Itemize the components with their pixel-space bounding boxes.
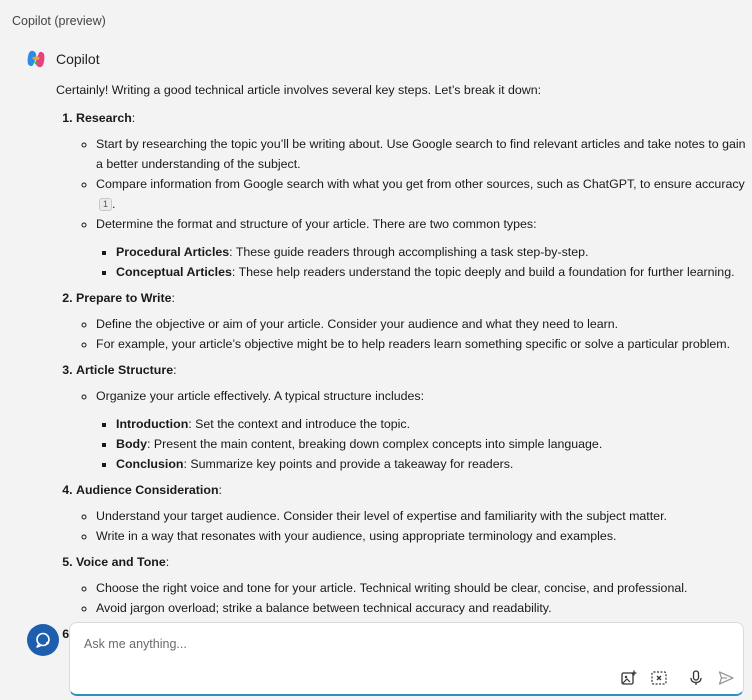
header-title: Copilot (preview): [12, 14, 106, 28]
bot-header: [26, 49, 100, 69]
assistant-message: [56, 80, 746, 615]
sub-item: [116, 434, 746, 454]
sub-item-term: Introduction: [116, 417, 189, 431]
send-icon: [717, 669, 735, 687]
bot-name: Copilot: [56, 51, 100, 67]
sub-item-text: : These guide readers through accomplishing a task step-by-step.: [229, 245, 589, 259]
step-item: 3. Article Structure: ◦ Organize your article effectively. A typical structure includes: ▪ Introduction: Set the context and introduce the topic. ▪ Body: Present the main content, breaking down complex concepts into simple language. ▪ Conclusion: Summarize key points and provide a takeaway for readers.: [76, 360, 746, 474]
sub-item: [116, 242, 746, 262]
sub-list: [96, 414, 746, 474]
send-button[interactable]: [715, 667, 737, 689]
sub-item-term: Procedural Articles: [116, 245, 230, 259]
step-item: 2. Prepare to Write: ◦ Define the objective or aim of your article. Consider your audience and what they need to learn. ◦ For example, your article’s objective might be to help readers learn something specific or solve a particular problem.: [76, 288, 746, 354]
sub-item-term: Body: [116, 437, 147, 451]
sub-list: [96, 242, 746, 282]
point-item: [96, 314, 746, 334]
add-image-button[interactable]: [618, 667, 640, 689]
step-title: Voice and Tone: [76, 555, 166, 569]
point-item: [96, 174, 746, 214]
point-text: Organize your article effectively. A typical structure includes:: [96, 389, 425, 403]
point-item: [96, 506, 746, 526]
step-item: 4. Audience Consideration: ◦ Understand your target audience. Consider their level of expertise and familiarity with the subject matter. ◦ Write in a way that resonates with your audience, using appropriate terminology and examples.: [76, 480, 746, 546]
steps-list: [56, 108, 746, 670]
point-item: [96, 526, 746, 546]
step-title: Research: [76, 111, 132, 125]
new-topic-button[interactable]: [27, 624, 59, 656]
sub-item: [116, 414, 746, 434]
screenshot-button[interactable]: [648, 667, 670, 689]
point-text: Avoid jargon overload; strike a balance between technical accuracy and readability.: [96, 601, 552, 615]
point-text: Write in a way that resonates with your audience, using appropriate terminology and examples.: [96, 529, 617, 543]
sub-item-text: : Present the main content, breaking down complex concepts into simple language.: [146, 437, 603, 451]
step-title: Article Structure: [76, 363, 174, 377]
point-item: [96, 134, 746, 174]
chat-input[interactable]: [82, 633, 646, 655]
step-points: [76, 506, 746, 546]
step-points: [76, 134, 746, 282]
point-item: [96, 578, 746, 598]
step-points: [76, 578, 746, 618]
point-text-end: .: [112, 197, 116, 211]
microphone-icon: [687, 669, 705, 687]
point-text: For example, your article’s objective might be to help readers learn something specific or solve a particular problem.: [96, 337, 731, 351]
step-item: 1. Research: ◦ Start by researching the topic you’ll be writing about. Use Google search to find relevant articles and take notes to gain a better understanding of the subject. ◦ Compare information from Google search with what you get from other sources, such as ChatGPT, to ensure accuracy1 . ◦ Determine the format and structure of your article. There are two common types: ▪ Procedural Articles: These guide readers through accomplishing a task step-by-step. ▪ Conceptual Articles: These help readers understand the topic deeply and build a foundation for further learning.: [76, 108, 746, 282]
step-points: [76, 314, 746, 354]
add-image-icon: [620, 669, 638, 687]
sub-item: [116, 262, 746, 282]
point-text: Start by researching the topic you’ll be writing about. Use Google search to find relevant articles and take notes to gain a better understanding of the subject.: [96, 137, 746, 171]
point-text: Understand your target audience. Consider their level of expertise and familiarity with the subject matter.: [96, 509, 667, 523]
step-title: Audience Consideration: [76, 483, 219, 497]
sub-item-term: Conceptual Articles: [116, 265, 232, 279]
message-intro: Certainly! Writing a good technical article involves several key steps. Let’s break it down:: [56, 83, 542, 97]
sub-item-text: : Summarize key points and provide a takeaway for readers.: [183, 457, 514, 471]
sub-item: [116, 454, 746, 474]
citation-link[interactable]: 1: [99, 198, 112, 211]
step-title: Prepare to Write: [76, 291, 172, 305]
point-text: Define the objective or aim of your article. Consider your audience and what they need to learn.: [96, 317, 619, 331]
microphone-button[interactable]: [685, 667, 707, 689]
sub-item-text: : Set the context and introduce the topic.: [188, 417, 411, 431]
screenshot-icon: [650, 669, 668, 687]
point-item: [96, 334, 746, 354]
point-text: Determine the format and structure of your article. There are two common types:: [96, 217, 537, 231]
sub-item-term: Conclusion: [116, 457, 184, 471]
point-text: Compare information from Google search with what you get from other sources, such as ChatGPT, to ensure accuracy: [96, 177, 745, 191]
step-points: [76, 386, 746, 474]
chat-input-box: [69, 622, 744, 696]
point-item: [96, 386, 746, 474]
step-item: 5. Voice and Tone: ◦ Choose the right voice and tone for your article. Technical writing should be clear, concise, and professional. ◦ Avoid jargon overload; strike a balance between technical accuracy and readability.: [76, 552, 746, 618]
point-item: [96, 214, 746, 282]
point-item: [96, 598, 746, 618]
sub-item-text: : These help readers understand the topic deeply and build a foundation for further learning.: [231, 265, 735, 279]
point-text: Choose the right voice and tone for your article. Technical writing should be clear, concise, and professional.: [96, 581, 688, 595]
new-topic-icon: [34, 631, 52, 649]
copilot-logo-icon: [26, 49, 46, 69]
